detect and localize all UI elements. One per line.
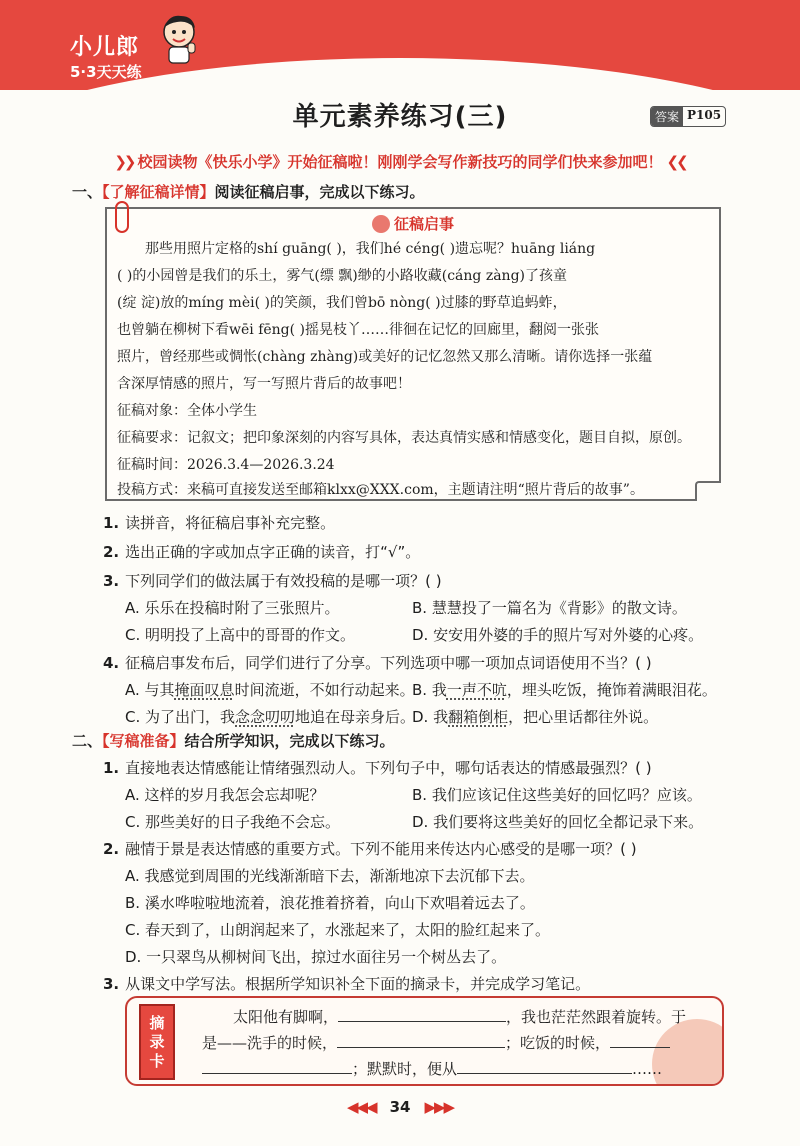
dotted-word: 念念叨叨 <box>235 708 296 726</box>
excerpt-line-2: 是——洗手的时候， ；吃饭的时候， <box>202 1032 670 1053</box>
section-1-heading: 一、【了解征稿详情】阅读征稿启事，完成以下练习。 <box>72 183 425 201</box>
paper-clip-icon <box>115 201 129 233</box>
excerpt-card <box>125 996 724 1086</box>
question-1-2: 2. 选出正确的字或加点字正确的读音，打“√”。 <box>103 543 421 561</box>
answer-reference <box>650 106 726 127</box>
fill-blank[interactable] <box>202 1059 352 1074</box>
option-a[interactable]: A. 这样的岁月我怎会忘却呢？ <box>125 786 325 804</box>
dotted-word: 翻箱倒柜 <box>448 708 509 726</box>
option-d[interactable]: D. 我们要将这些美好的回忆全都记录下来。 <box>412 813 704 831</box>
notice-line: 征稿要求：记叙文；把印象深刻的内容写具体，表达真情实感和情感变化，题目自拟，原创。 <box>117 430 691 446</box>
notice-line: 征稿对象：全体小学生 <box>117 403 257 419</box>
question-1-4: 4. 征稿启事发布后，同学们进行了分享。下列选项中哪一项加点词语使用不当？( ) <box>103 654 652 672</box>
question-2-3: 3. 从课文中学写法。根据所学知识补全下面的摘录卡，并完成学习笔记。 <box>103 975 591 993</box>
notice-line: 也曾躺在柳树下看wēi fēng( )摇晃枝丫……徘徊在记忆的回廊里，翻阅一张张 <box>117 322 600 338</box>
notice-box <box>105 207 721 501</box>
section-2-heading: 二、【写稿准备】结合所学知识，完成以下练习。 <box>72 732 395 750</box>
notice-line: 征稿时间：2026.3.4—2026.3.24 <box>117 457 335 473</box>
option-b[interactable]: B. 慧慧投了一篇名为《背影》的散文诗。 <box>412 599 687 617</box>
double-chevron-left-icon: ❮❮ <box>666 153 686 171</box>
brand-series: 5·3天天练 <box>70 63 142 81</box>
intro-text: 校园读物《快乐小学》开始征稿啦！刚刚学会写作新技巧的同学们快来参加吧！ <box>137 153 663 171</box>
intro-banner <box>0 151 800 172</box>
option-d[interactable]: D. 安安用外婆的手的照片写对外婆的心疼。 <box>412 626 704 644</box>
option-d[interactable]: D. 我翻箱倒柜，把心里话都往外说。 <box>412 708 659 726</box>
triple-arrow-right-icon: ▶▶▶ <box>424 1098 454 1116</box>
option-a[interactable]: A. 与其掩面叹息时间流逝，不如行动起来。 <box>125 681 415 699</box>
answer-page: P105 <box>687 108 722 122</box>
stamp-icon <box>372 215 390 233</box>
folded-corner <box>695 481 721 501</box>
option-c[interactable]: C. 那些美好的日子我绝不会忘。 <box>125 813 341 831</box>
page-title: 单元素养练习(三) <box>292 102 508 132</box>
excerpt-card-label: 摘 录 卡 <box>139 1004 175 1080</box>
option-c[interactable]: C. 明明投了上高中的哥哥的作文。 <box>125 626 356 644</box>
notice-title: 征稿启事 <box>372 213 454 234</box>
notice-line: 投稿方式：来稿可直接发送至邮箱klxx@XXX.com，主题请注明“照片背后的故事”。 <box>117 482 644 498</box>
section-2-tag: 【写稿准备】 <box>102 732 185 750</box>
dotted-word: 一声不吭 <box>446 681 507 699</box>
notice-line: ( )的小园曾是我们的乐土，雾气(缥 飘)缈的小路收藏(cáng zàng)了孩童 <box>117 268 567 284</box>
double-chevron-right-icon: ❯❯ <box>114 153 134 171</box>
option-c[interactable]: C. 春天到了，山朗润起来了，水涨起来了，太阳的脸红起来了。 <box>125 921 551 939</box>
triple-arrow-left-icon: ◀◀◀ <box>346 1098 376 1116</box>
dotted-word: 掩面叹息 <box>174 681 235 699</box>
option-a[interactable]: A. 乐乐在投稿时附了三张照片。 <box>125 599 340 617</box>
brand-name: 小儿郎 <box>70 35 140 60</box>
mascot-boy-icon <box>157 10 201 66</box>
header-banner <box>0 0 800 90</box>
option-d[interactable]: D. 一只翠鸟从柳树间飞出，掠过水面往另一个树丛去了。 <box>125 948 507 966</box>
option-c[interactable]: C. 为了出门，我念念叨叨地追在母亲身后。 <box>125 708 416 726</box>
fill-blank[interactable] <box>457 1059 632 1074</box>
fill-blank[interactable] <box>338 1007 506 1022</box>
option-b[interactable]: B. 我一声不吭，埋头吃饭，掩饰着满眼泪花。 <box>412 681 717 699</box>
fill-blank[interactable] <box>610 1033 670 1048</box>
option-b[interactable]: B. 我们应该记住这些美好的回忆吗？应该。 <box>412 786 702 804</box>
question-1-3: 3. 下列同学们的做法属于有效投稿的是哪一项？( ) <box>103 572 442 590</box>
notice-line: 那些用照片定格的shí guāng( )，我们hé céng( )遗忘呢？huāng liáng <box>145 241 596 257</box>
fill-blank[interactable] <box>337 1033 505 1048</box>
notice-line: 照片，曾经那些或惆怅(chàng zhàng)或美好的记忆忽然又那么清晰。请你选择一张蕴 <box>117 349 653 365</box>
page-number: 34 <box>389 1098 411 1116</box>
brand-logo <box>70 30 142 82</box>
page-footer <box>0 1098 800 1116</box>
notice-line: 含深厚情感的照片，写一写照片背后的故事吧！ <box>117 376 411 392</box>
option-a[interactable]: A. 我感觉到周围的光线渐渐暗下去，渐渐地凉下去沉郁下去。 <box>125 867 535 885</box>
notice-line: (绽 淀)放的míng mèi( )的笑颜，我们曾bō nòng( )过膝的野草追蚂蚱， <box>117 295 567 311</box>
question-2-1: 1. 直接地表达情感能让情绪强烈动人。下列句子中，哪句话表达的情感最强烈？( ) <box>103 759 652 777</box>
question-1-1: 1. 读拼音，将征稿启事补充完整。 <box>103 514 336 532</box>
question-2-2: 2. 融情于景是表达情感的重要方式。下列不能用来传达内心感受的是哪一项？( ) <box>103 840 637 858</box>
section-1-tag: 【了解征稿详情】 <box>102 183 215 201</box>
excerpt-line-3: ；默默时，便从 …… <box>202 1058 662 1079</box>
answer-label: 答案 <box>651 107 683 126</box>
option-b[interactable]: B. 溪水哗啦啦地流着，浪花推着挤着，向山下欢唱着远去了。 <box>125 894 535 912</box>
excerpt-line-1: 太阳他有脚啊， ，我也茫茫然跟着旋转。于 <box>233 1008 687 1026</box>
